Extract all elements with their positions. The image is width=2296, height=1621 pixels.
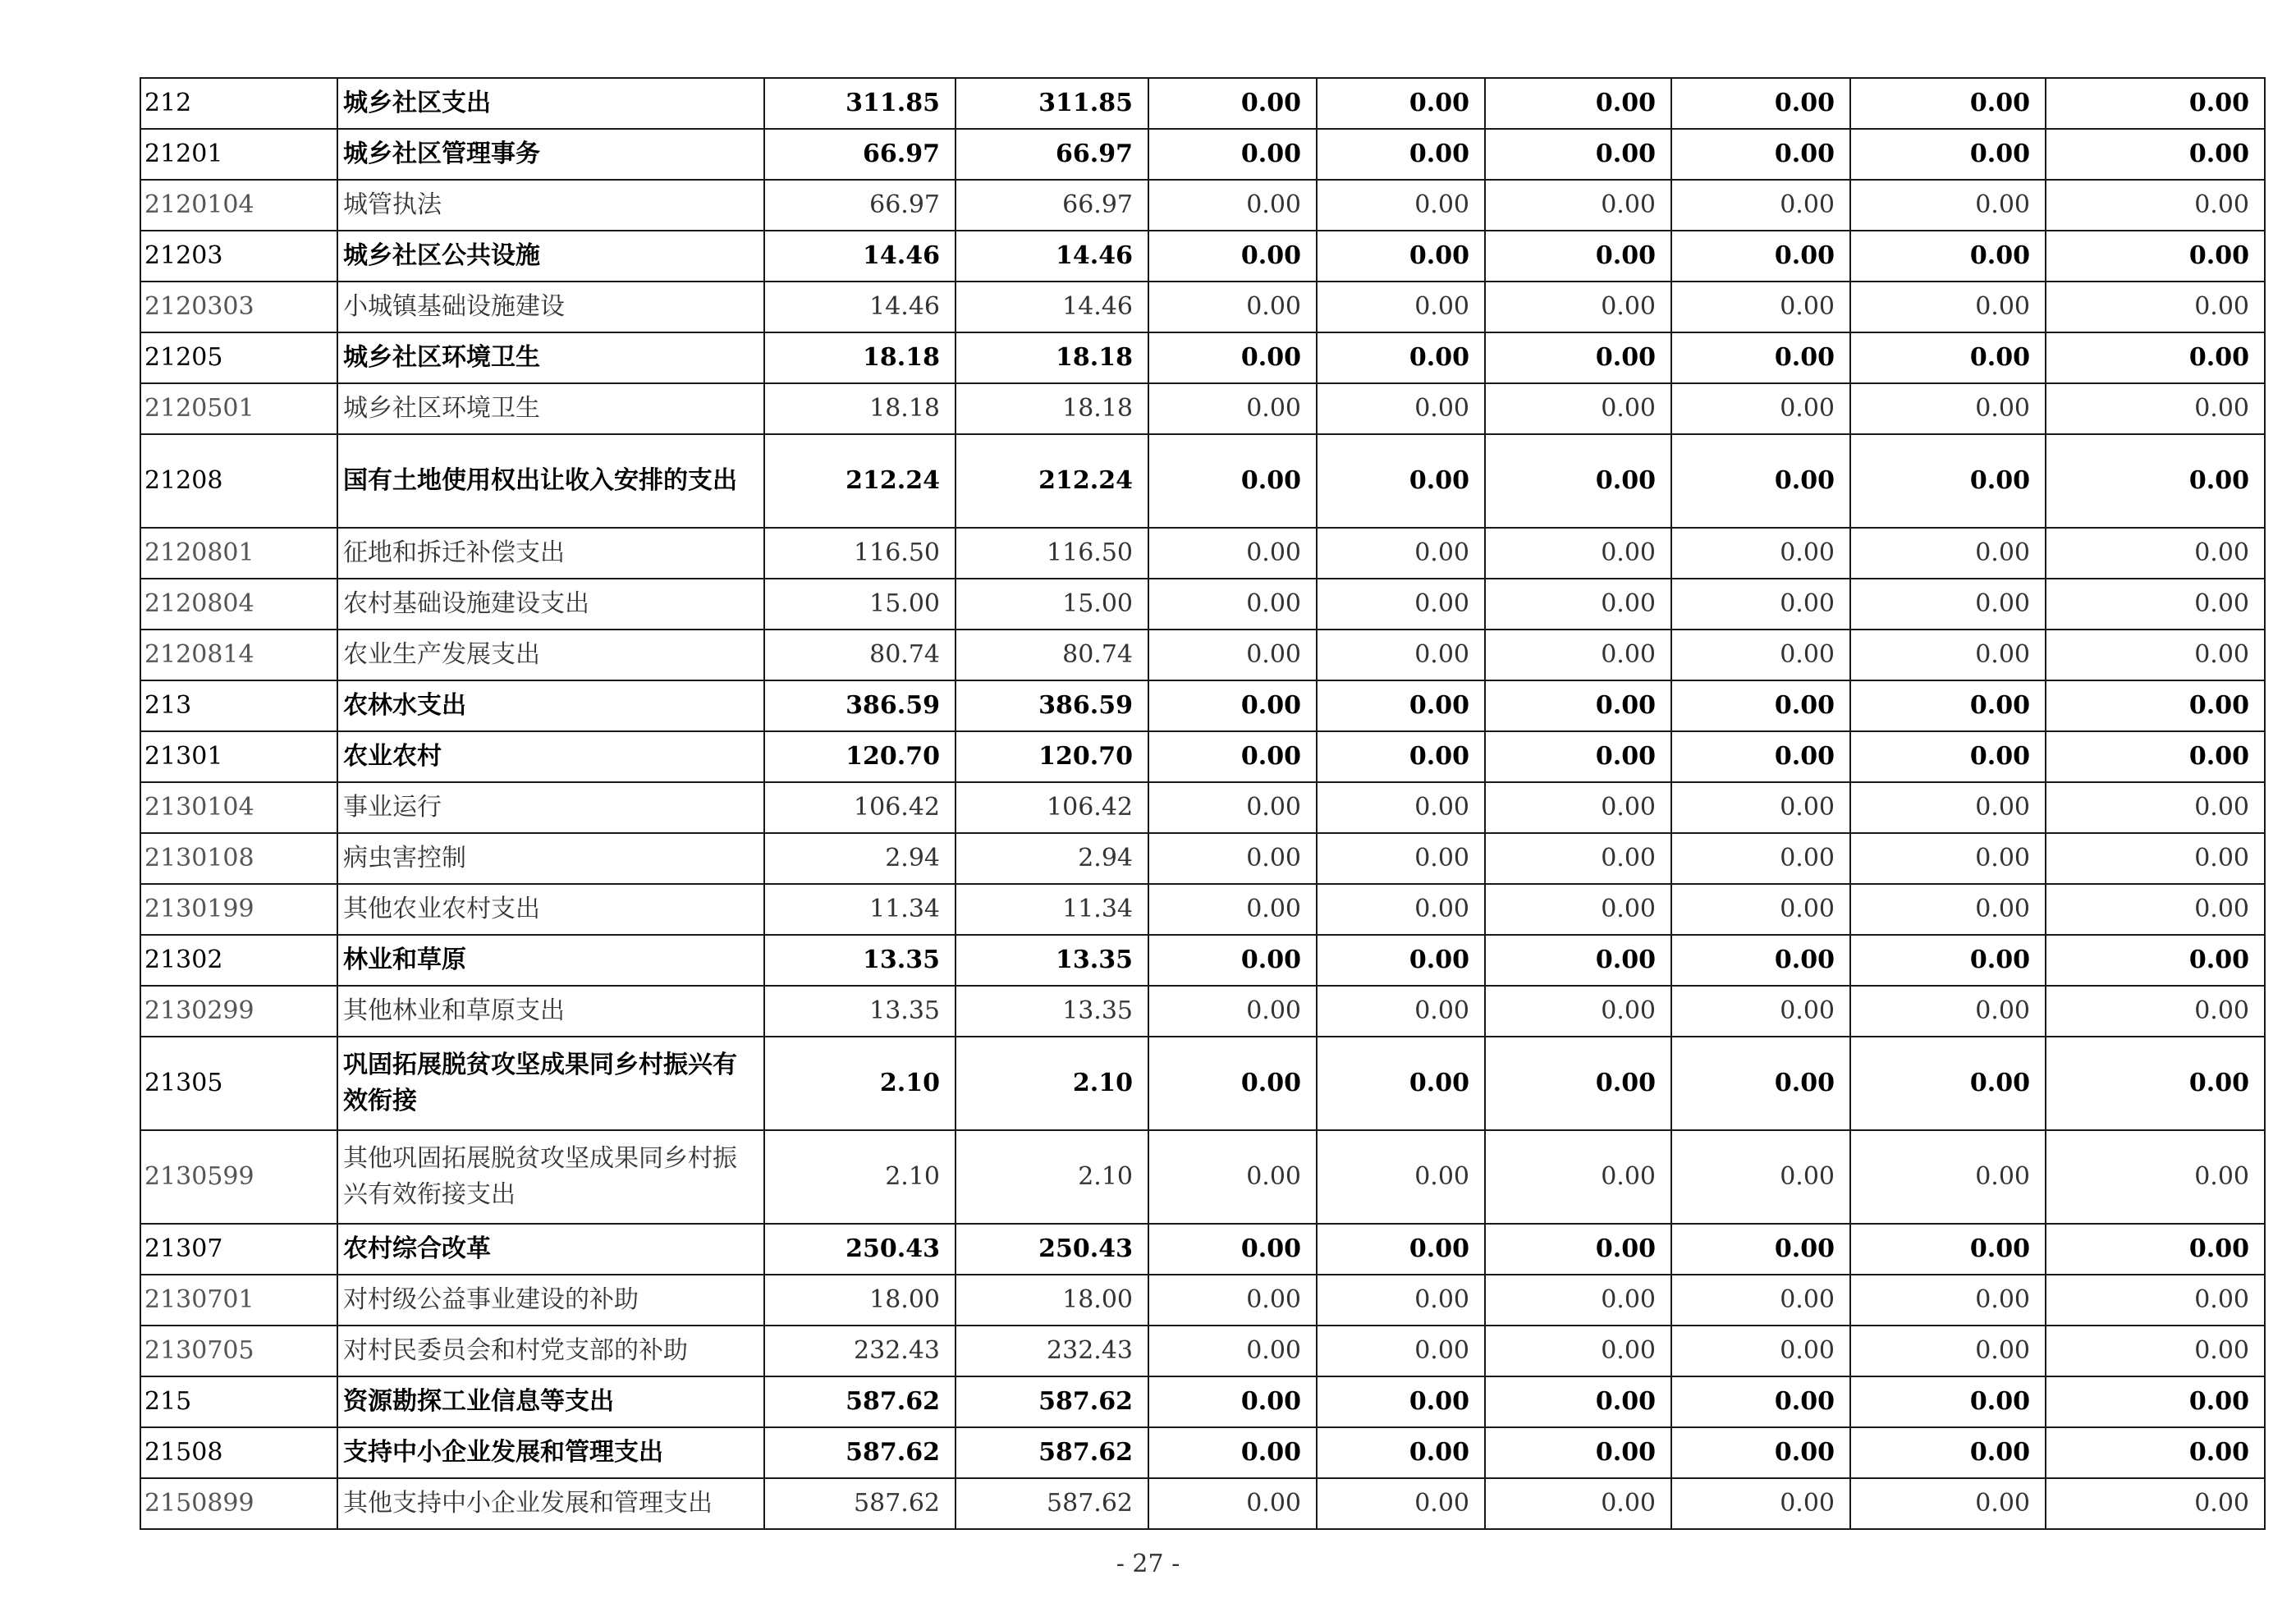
cell-value: 0.00 [1671,180,1850,231]
table-row [140,528,2265,579]
cell-value: 2.94 [764,833,956,884]
cell-value: 18.00 [764,1275,956,1326]
cell-code: 21203 [140,231,337,282]
cell-value: 0.00 [1148,434,1317,528]
cell-value: 0.00 [1148,630,1317,680]
cell-name: 林业和草原 [337,935,764,986]
cell-value: 106.42 [956,782,1148,833]
cell-name: 农林水支出 [337,680,764,731]
cell-value: 0.00 [1850,1275,2046,1326]
cell-value: 0.00 [1148,986,1317,1037]
cell-value: 0.00 [1850,680,2046,731]
cell-value: 0.00 [1485,935,1671,986]
cell-value: 0.00 [1671,833,1850,884]
cell-value: 0.00 [1148,579,1317,630]
cell-value: 0.00 [1850,528,2046,579]
cell-value: 18.18 [956,332,1148,383]
cell-value: 0.00 [1317,986,1485,1037]
cell-value: 0.00 [1671,630,1850,680]
cell-code: 2120104 [140,180,337,231]
table-row [140,1326,2265,1376]
cell-value: 0.00 [1317,1376,1485,1427]
table-row [140,282,2265,332]
cell-value: 0.00 [1485,630,1671,680]
cell-value: 0.00 [1850,129,2046,180]
cell-value: 106.42 [764,782,956,833]
cell-value: 0.00 [1850,1478,2046,1529]
cell-code: 21508 [140,1427,337,1478]
cell-value: 0.00 [1317,782,1485,833]
cell-value: 0.00 [1485,680,1671,731]
cell-value: 0.00 [1317,1427,1485,1478]
cell-value: 386.59 [956,680,1148,731]
cell-value: 0.00 [1317,1478,1485,1529]
cell-code: 215 [140,1376,337,1427]
cell-value: 0.00 [1317,434,1485,528]
cell-value: 66.97 [956,129,1148,180]
cell-value: 0.00 [2046,579,2265,630]
cell-value: 15.00 [764,579,956,630]
cell-code: 21305 [140,1037,337,1130]
cell-name: 其他支持中小企业发展和管理支出 [337,1478,764,1529]
cell-value: 0.00 [1148,180,1317,231]
cell-value: 0.00 [1850,1376,2046,1427]
cell-value: 66.97 [764,129,956,180]
cell-value: 0.00 [1317,282,1485,332]
cell-value: 0.00 [1671,680,1850,731]
cell-value: 0.00 [1317,680,1485,731]
cell-value: 0.00 [1850,180,2046,231]
cell-value: 0.00 [2046,180,2265,231]
cell-value: 212.24 [956,434,1148,528]
cell-value: 587.62 [764,1427,956,1478]
cell-name: 其他林业和草原支出 [337,986,764,1037]
cell-value: 0.00 [2046,1376,2265,1427]
cell-name: 其他农业农村支出 [337,884,764,935]
cell-name: 农业生产发展支出 [337,630,764,680]
cell-value: 0.00 [1671,1478,1850,1529]
cell-value: 0.00 [1317,383,1485,434]
cell-name: 国有土地使用权出让收入安排的支出 [337,434,764,528]
cell-value: 18.18 [764,332,956,383]
cell-value: 0.00 [1148,1326,1317,1376]
cell-value: 0.00 [1850,986,2046,1037]
cell-value: 212.24 [764,434,956,528]
cell-value: 0.00 [1317,1037,1485,1130]
cell-value: 0.00 [1671,129,1850,180]
cell-value: 0.00 [2046,78,2265,129]
cell-name: 支持中小企业发展和管理支出 [337,1427,764,1478]
table-row [140,180,2265,231]
cell-value: 13.35 [956,986,1148,1037]
cell-name: 城乡社区环境卫生 [337,383,764,434]
cell-name: 城乡社区支出 [337,78,764,129]
cell-value: 0.00 [2046,1275,2265,1326]
cell-value: 0.00 [1671,332,1850,383]
cell-value: 0.00 [1850,282,2046,332]
cell-value: 0.00 [2046,231,2265,282]
cell-value: 0.00 [1850,231,2046,282]
cell-value: 0.00 [2046,630,2265,680]
cell-value: 0.00 [1148,1478,1317,1529]
table-row [140,231,2265,282]
cell-value: 0.00 [2046,782,2265,833]
cell-value: 0.00 [1850,884,2046,935]
cell-value: 0.00 [1850,1224,2046,1275]
cell-value: 0.00 [1485,579,1671,630]
cell-value: 0.00 [1485,78,1671,129]
cell-value: 0.00 [2046,935,2265,986]
cell-value: 0.00 [1485,282,1671,332]
table-row [140,884,2265,935]
cell-value: 0.00 [1485,782,1671,833]
cell-value: 0.00 [1317,884,1485,935]
table-row [140,680,2265,731]
cell-value: 0.00 [1148,1275,1317,1326]
cell-value: 14.46 [764,282,956,332]
cell-value: 0.00 [1671,78,1850,129]
cell-code: 212 [140,78,337,129]
table-row [140,1224,2265,1275]
cell-value: 2.94 [956,833,1148,884]
cell-code: 21208 [140,434,337,528]
table-row [140,579,2265,630]
cell-value: 80.74 [956,630,1148,680]
cell-value: 0.00 [1317,1224,1485,1275]
cell-value: 0.00 [1148,1130,1317,1224]
table-row [140,1037,2265,1130]
cell-value: 587.62 [956,1478,1148,1529]
cell-value: 116.50 [764,528,956,579]
cell-value: 0.00 [2046,332,2265,383]
cell-name: 城乡社区公共设施 [337,231,764,282]
cell-code: 2130104 [140,782,337,833]
cell-value: 0.00 [1671,1427,1850,1478]
cell-value: 0.00 [1148,383,1317,434]
cell-value: 66.97 [956,180,1148,231]
cell-value: 0.00 [1671,434,1850,528]
cell-code: 2120814 [140,630,337,680]
cell-value: 13.35 [956,935,1148,986]
cell-name: 城管执法 [337,180,764,231]
cell-value: 0.00 [1317,129,1485,180]
table-row [140,1130,2265,1224]
cell-value: 232.43 [764,1326,956,1376]
cell-value: 386.59 [764,680,956,731]
cell-value: 0.00 [1485,434,1671,528]
cell-value: 0.00 [1317,630,1485,680]
table-row [140,1427,2265,1478]
cell-value: 0.00 [1148,884,1317,935]
cell-value: 0.00 [2046,680,2265,731]
cell-value: 0.00 [1148,935,1317,986]
cell-code: 21307 [140,1224,337,1275]
cell-value: 0.00 [1485,1224,1671,1275]
cell-name: 巩固拓展脱贫攻坚成果同乡村振兴有效衔接 [337,1037,764,1130]
cell-value: 0.00 [1317,731,1485,782]
table-row [140,935,2265,986]
table-body [140,78,2265,1529]
cell-value: 0.00 [1671,1224,1850,1275]
cell-value: 2.10 [764,1130,956,1224]
cell-value: 0.00 [1485,383,1671,434]
cell-value: 2.10 [956,1037,1148,1130]
cell-value: 0.00 [1485,1275,1671,1326]
table-row [140,630,2265,680]
cell-value: 0.00 [2046,383,2265,434]
cell-value: 0.00 [1148,231,1317,282]
cell-value: 0.00 [1671,935,1850,986]
cell-value: 0.00 [1148,78,1317,129]
cell-code: 2120804 [140,579,337,630]
cell-value: 0.00 [1671,986,1850,1037]
cell-name: 对村民委员会和村党支部的补助 [337,1326,764,1376]
table-row [140,129,2265,180]
cell-value: 0.00 [1148,1427,1317,1478]
cell-value: 250.43 [764,1224,956,1275]
cell-value: 0.00 [1671,1037,1850,1130]
cell-value: 116.50 [956,528,1148,579]
cell-value: 0.00 [2046,528,2265,579]
cell-value: 2.10 [956,1130,1148,1224]
cell-value: 0.00 [1850,332,2046,383]
cell-value: 18.00 [956,1275,1148,1326]
cell-value: 0.00 [1671,528,1850,579]
cell-name: 事业运行 [337,782,764,833]
cell-value: 0.00 [1317,1130,1485,1224]
cell-value: 0.00 [1671,1130,1850,1224]
cell-code: 2130299 [140,986,337,1037]
cell-value: 0.00 [1148,1376,1317,1427]
table-row [140,833,2265,884]
cell-code: 2130199 [140,884,337,935]
cell-code: 21205 [140,332,337,383]
cell-value: 0.00 [1485,180,1671,231]
cell-name: 征地和拆迁补偿支出 [337,528,764,579]
cell-value: 0.00 [1671,782,1850,833]
table-row [140,332,2265,383]
cell-value: 0.00 [1485,1037,1671,1130]
cell-value: 0.00 [2046,282,2265,332]
cell-value: 0.00 [2046,129,2265,180]
cell-value: 0.00 [1850,579,2046,630]
cell-value: 14.46 [956,282,1148,332]
cell-code: 2130701 [140,1275,337,1326]
cell-value: 11.34 [956,884,1148,935]
cell-value: 0.00 [1317,332,1485,383]
cell-value: 0.00 [1148,782,1317,833]
cell-value: 0.00 [1850,782,2046,833]
cell-value: 587.62 [764,1478,956,1529]
cell-value: 0.00 [1317,231,1485,282]
cell-value: 0.00 [1850,434,2046,528]
table-row [140,434,2265,528]
cell-value: 0.00 [1485,332,1671,383]
cell-value: 120.70 [764,731,956,782]
cell-value: 0.00 [1671,1326,1850,1376]
cell-value: 250.43 [956,1224,1148,1275]
cell-value: 0.00 [1317,1275,1485,1326]
cell-code: 2120501 [140,383,337,434]
cell-value: 0.00 [1317,528,1485,579]
cell-value: 14.46 [764,231,956,282]
cell-value: 0.00 [2046,434,2265,528]
cell-code: 2130599 [140,1130,337,1224]
cell-value: 0.00 [1148,1037,1317,1130]
cell-value: 0.00 [1148,833,1317,884]
cell-value: 587.62 [956,1376,1148,1427]
cell-code: 2130108 [140,833,337,884]
cell-value: 0.00 [1317,180,1485,231]
cell-value: 66.97 [764,180,956,231]
cell-value: 0.00 [1485,833,1671,884]
cell-value: 0.00 [1850,1130,2046,1224]
cell-value: 0.00 [1485,231,1671,282]
cell-value: 0.00 [1485,129,1671,180]
cell-value: 0.00 [2046,1130,2265,1224]
cell-value: 0.00 [1485,1326,1671,1376]
cell-value: 0.00 [1850,630,2046,680]
cell-value: 18.18 [764,383,956,434]
cell-value: 0.00 [1671,282,1850,332]
cell-value: 0.00 [1671,579,1850,630]
cell-value: 0.00 [2046,1478,2265,1529]
cell-value: 587.62 [764,1376,956,1427]
cell-value: 0.00 [1317,1326,1485,1376]
budget-table [140,77,2266,1530]
cell-value: 0.00 [1850,78,2046,129]
cell-value: 0.00 [1850,1037,2046,1130]
cell-name: 城乡社区管理事务 [337,129,764,180]
cell-value: 311.85 [764,78,956,129]
cell-value: 0.00 [1148,1224,1317,1275]
cell-value: 0.00 [1671,231,1850,282]
cell-value: 0.00 [1485,1130,1671,1224]
cell-code: 21301 [140,731,337,782]
cell-value: 0.00 [2046,986,2265,1037]
cell-value: 0.00 [1485,528,1671,579]
cell-value: 0.00 [2046,884,2265,935]
cell-value: 14.46 [956,231,1148,282]
cell-value: 15.00 [956,579,1148,630]
cell-value: 0.00 [1148,282,1317,332]
cell-name: 资源勘探工业信息等支出 [337,1376,764,1427]
cell-value: 0.00 [1485,884,1671,935]
cell-code: 21201 [140,129,337,180]
cell-value: 0.00 [1148,680,1317,731]
cell-value: 0.00 [1671,731,1850,782]
cell-code: 2130705 [140,1326,337,1376]
cell-name: 对村级公益事业建设的补助 [337,1275,764,1326]
cell-name: 其他巩固拓展脱贫攻坚成果同乡村振兴有效衔接支出 [337,1130,764,1224]
cell-value: 311.85 [956,78,1148,129]
cell-value: 0.00 [1485,986,1671,1037]
cell-code: 213 [140,680,337,731]
cell-name: 病虫害控制 [337,833,764,884]
cell-value: 80.74 [764,630,956,680]
cell-value: 587.62 [956,1427,1148,1478]
table-row [140,78,2265,129]
cell-code: 21302 [140,935,337,986]
cell-name: 农村基础设施建设支出 [337,579,764,630]
cell-value: 0.00 [1148,129,1317,180]
cell-value: 0.00 [1850,1326,2046,1376]
table-row [140,1376,2265,1427]
cell-code: 2120801 [140,528,337,579]
cell-value: 0.00 [1850,1427,2046,1478]
cell-value: 0.00 [2046,1427,2265,1478]
cell-value: 0.00 [1850,383,2046,434]
cell-value: 0.00 [1671,1376,1850,1427]
table-row [140,383,2265,434]
cell-value: 0.00 [1850,935,2046,986]
cell-code: 2150899 [140,1478,337,1529]
cell-value: 0.00 [2046,1326,2265,1376]
page-number: - 27 - [1116,1550,1180,1578]
cell-value: 232.43 [956,1326,1148,1376]
cell-value: 120.70 [956,731,1148,782]
cell-name: 农业农村 [337,731,764,782]
cell-value: 0.00 [1671,1275,1850,1326]
cell-value: 0.00 [2046,1037,2265,1130]
cell-value: 0.00 [1485,1427,1671,1478]
cell-value: 11.34 [764,884,956,935]
cell-value: 0.00 [1317,935,1485,986]
cell-value: 0.00 [2046,833,2265,884]
cell-value: 0.00 [1485,1376,1671,1427]
cell-value: 0.00 [1148,731,1317,782]
cell-value: 13.35 [764,935,956,986]
cell-value: 0.00 [1485,1478,1671,1529]
cell-value: 0.00 [2046,1224,2265,1275]
cell-value: 0.00 [2046,731,2265,782]
cell-value: 0.00 [1671,383,1850,434]
table-row [140,986,2265,1037]
table-row [140,1478,2265,1529]
cell-code: 2120303 [140,282,337,332]
cell-value: 0.00 [1485,731,1671,782]
table-row [140,782,2265,833]
table-row [140,1275,2265,1326]
cell-name: 农村综合改革 [337,1224,764,1275]
cell-value: 0.00 [1671,884,1850,935]
table-row [140,731,2265,782]
cell-value: 0.00 [1317,579,1485,630]
cell-value: 0.00 [1148,528,1317,579]
cell-name: 城乡社区环境卫生 [337,332,764,383]
cell-value: 0.00 [1317,833,1485,884]
cell-value: 13.35 [764,986,956,1037]
cell-value: 18.18 [956,383,1148,434]
cell-value: 0.00 [1148,332,1317,383]
cell-value: 2.10 [764,1037,956,1130]
cell-value: 0.00 [1850,731,2046,782]
cell-name: 小城镇基础设施建设 [337,282,764,332]
cell-value: 0.00 [1850,833,2046,884]
cell-value: 0.00 [1317,78,1485,129]
